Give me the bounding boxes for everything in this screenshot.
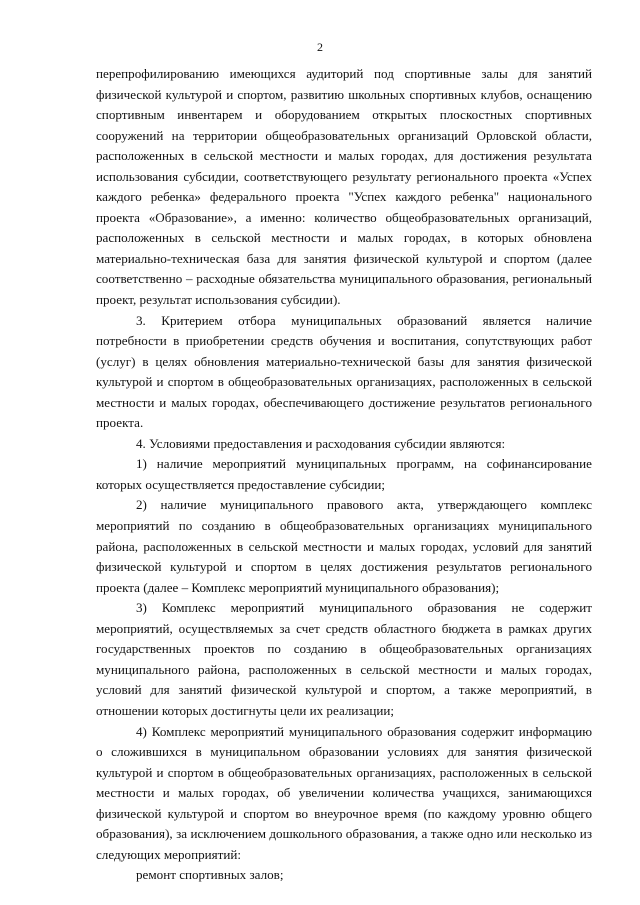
document-body [96, 64, 592, 886]
paragraph-condition-2: 2) наличие муниципального правового акта, утверждающего комплекс мероприятий по созданию в общеобразовательных организациях муниципального района, расположенных в сельской местности и малых городах, условий для занятий физической культурой и спортом в целях достижения результатов регионального проекта (далее – Комплекс мероприятий муниципального образования); [96, 497, 592, 595]
paragraph-condition-1: 1) наличие мероприятий муниципальных программ, на софинансирование которых осуществляется предоставление субсидии; [96, 456, 592, 492]
paragraph-item-3: 3. Критерием отбора муниципальных образований является наличие потребности в приобретении средств обучения и воспитания, сопутствующих работ (услуг) в целях обновления материально-технической базы для занятия физической культурой и спортом в общеобразовательных организациях, расположенных в сельской местности и малых городах, обеспечивающего достижение результатов регионального проекта. [96, 312, 592, 431]
paragraph-measure-1: ремонт спортивных залов; [136, 867, 284, 883]
paragraph-item-4: 4. Условиями предоставления и расходования субсидии являются: [136, 435, 506, 451]
paragraph-intro: перепрофилированию имеющихся аудиторий под спортивные залы для занятий физической культурой и спортом, развитию школьных спортивных клубов, оснащению спортивным инвентарем и оборудованием открытых плоскостных спортивных сооружений на территории общеобразовательных организаций Орловской области, расположенных в сельской местности и малых городах, для достижения результата использования субсидии, соответствующего результату регионального проекта «Успех каждого ребенка» федерального проекта "Успех каждого ребенка" национального проекта «Образование», а именно: количество общеобразовательных организаций, расположенных в сельской местности и малых городах, в которых обновлена материально-техническая база для занятия физической культурой и спортом (далее соответственно – расходные обязательства муниципального образования, региональный проект, результат использования субсидии). [96, 66, 592, 308]
paragraph-condition-4: 4) Комплекс мероприятий муниципального образования содержит информацию о сложившихся в муниципальном образовании условиях для занятия физической культурой и спортом в общеобразовательных организациях, расположенных в сельской местности и малых городах, об увеличении количества учащихся, занимающихся физической культурой и спортом во внеурочное время (по каждому уровню общего образования), за исключением дошкольного образования, а также одно или несколько из следующих мероприятий: [96, 723, 592, 862]
paragraph-condition-3: 3) Комплекс мероприятий муниципального образования не содержит мероприятий, осуществляемых за счет средств областного бюджета в рамках других государственных проектов по созданию в общеобразовательных организациях муниципального района, расположенных в сельской местности и малых городах, условий для занятий физической культурой и спортом, а также мероприятий, в отношении которых достигнуты цели их реализации; [96, 600, 592, 718]
page-number: 2 [317, 40, 323, 54]
